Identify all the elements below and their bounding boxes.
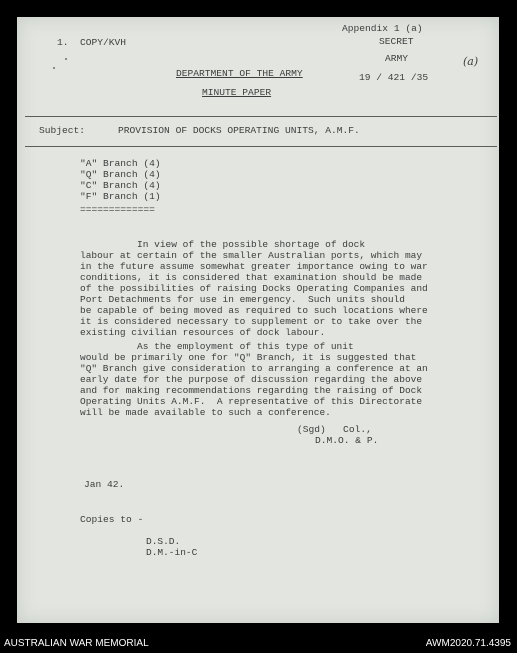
branch-line: "Q" Branch (4): [80, 169, 161, 180]
branch-line: "F" Branch (1): [80, 191, 161, 202]
reference-number: 19 / 421 /35: [359, 72, 429, 83]
paragraph-line: it is considered necessary to supplement or to take over the: [80, 316, 423, 327]
paragraph-line: Operating Units A.M.F. A representative of this Directorate: [80, 396, 423, 407]
paragraph-line: early date for the purpose of discussion regarding the above: [80, 374, 423, 385]
footer-institution: AUSTRALIAN WAR MEMORIAL: [4, 638, 149, 649]
minute-paper-heading: MINUTE PAPER: [202, 87, 272, 98]
branch-line: "A" Branch (4): [80, 158, 161, 169]
paragraph-line: "Q" Branch give consideration to arranging a conference at an: [80, 363, 428, 374]
subject-rule-bottom: [25, 146, 497, 147]
copy-recipient: D.S.D.: [146, 536, 181, 547]
signature-title: D.M.O. & P.: [315, 435, 379, 446]
paragraph-line: Port Detachments for use in emergency. Such units should: [80, 294, 405, 305]
paragraph-line: and for making recommendations regarding the raising of Dock: [80, 385, 423, 396]
signature-line: (Sgd) Col.,: [297, 424, 372, 435]
subject-text: PROVISION OF DOCKS OPERATING UNITS, A.M.F.: [118, 125, 360, 136]
footer-accession-number: AWM2020.71.4395: [425, 638, 511, 649]
subject-label: Subject:: [39, 125, 86, 136]
department-heading: DEPARTMENT OF THE ARMY: [176, 68, 303, 79]
handwritten-annotation: (a): [463, 55, 479, 68]
classification: SECRET: [379, 36, 414, 47]
archive-footer: [0, 633, 517, 653]
paragraph-line: existing civilian resources of dock labour.: [80, 327, 326, 338]
page-speck: [65, 58, 67, 60]
paragraph-1: [80, 239, 428, 338]
paragraph-line: labour at certain of the smaller Australian ports, which may: [80, 250, 423, 261]
page-speck: [53, 67, 55, 69]
document-date: Jan 42.: [84, 479, 125, 490]
page-mark: 1.: [57, 37, 69, 48]
paragraph-line: will be made available to such a conference.: [80, 407, 331, 418]
paragraph-line: conditions, it is considered that examination should be made: [80, 272, 423, 283]
paragraph-2: [80, 341, 428, 418]
service-label: ARMY: [385, 53, 409, 64]
copy-reference: COPY/KVH: [80, 37, 127, 48]
paragraph-line: would be primarily one for "Q" Branch, it is suggested that: [80, 352, 417, 363]
separator-line: =============: [80, 204, 155, 215]
paragraph-line: in the future assume somewhat greater importance owing to war: [80, 261, 428, 272]
document-page: [17, 17, 499, 623]
appendix-label: Appendix 1 (a): [342, 23, 423, 34]
copies-label: Copies to -: [80, 514, 144, 525]
subject-rule-top: [25, 116, 497, 117]
paragraph-line: of the possibilities of raising Docks Operating Companies and: [80, 283, 428, 294]
paragraph-line: As the employment of this type of unit: [80, 341, 354, 352]
copies-list: [146, 536, 197, 558]
copy-recipient: D.M.-in-C: [146, 547, 198, 558]
branch-line: "C" Branch (4): [80, 180, 161, 191]
paragraph-line: be capable of being moved as required to such locations where: [80, 305, 428, 316]
paragraph-line: In view of the possible shortage of dock: [80, 239, 366, 250]
